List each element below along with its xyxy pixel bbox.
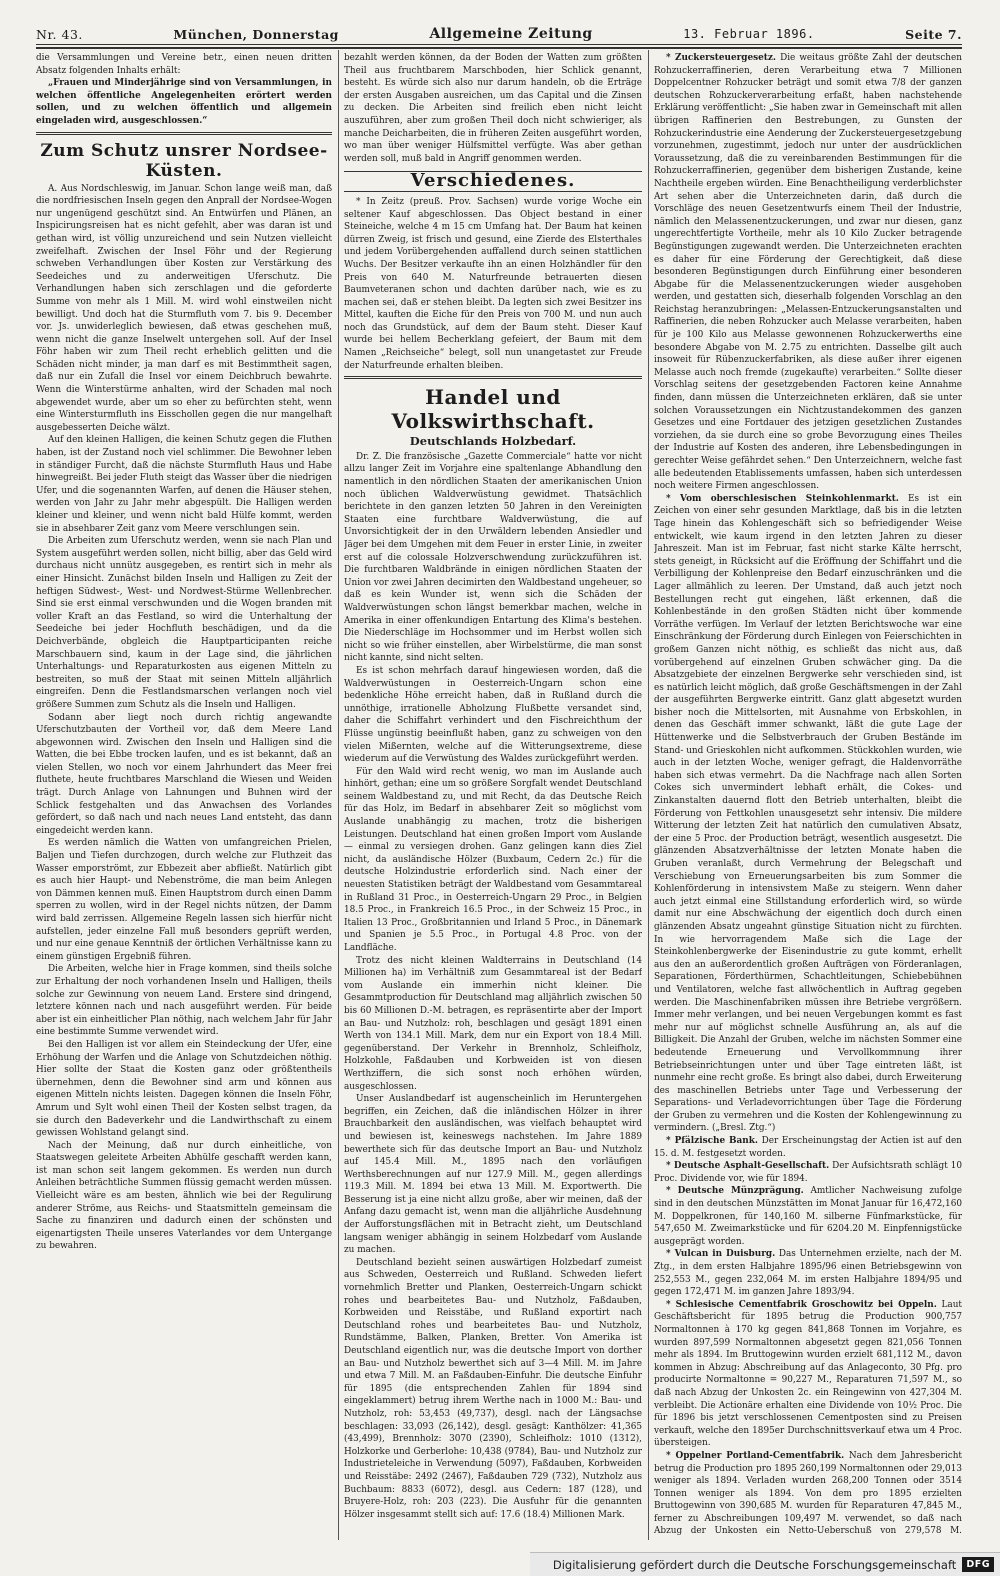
- header-rule-thick: [36, 47, 962, 49]
- paragraph: Deutschland bezieht seinen auswärtigen Holzbedarf zumeist aus Schweden, Oesterreich und Rußland. Schweden liefert vornehmlich Bretter und Planken, Oesterreich-Ungarn schickt rohes und bearbeitetes Bau- und Nutzholz, Faßdauben, Korbweiden und Reisstäbe, und Rußland exportirt nach Deutschland rohes und bearbeitetes Bau- und Nutzholz, Rundstämme, Balken, Planken, Bretter. Von Amerika ist Deutschland eigentlich nur, was die deutsche Import von dorther an Bau- und Nutzholz bewerthet sich auf 3—4 Mill. M. im Jahre und etwa 7 Mill. M. an Faßdauben-Einfuhr. Die deutsche Einfuhr für 1895 (die entsprechenden Zahlen für 1894 sind eingeklammert) betrug ihrem Werthe nach in 1000 M.: Bau- und Nutzholz, roh: 53,453 (49,737), desgl. nach der Längsachse beschlagen: 33,093 (26,142), desgl. gesägt: Kanthölzer: 41,365 (43,499), Brennholz: 3070 (2390), Schleifholz: 1010 (1312), Holzkorke und Gerberlohe: 10,438 (9784), Bau- und Nutzholz zur Industrieteleiche in Verwendung (5097), Faßdauben, Korbweiden und Reisstäbe: 2492 (2467), Faßdauben 729 (732), Nutzholz aus Buchbaum: 8833 (6072), desgl. aus Cedern: 187 (128), und Bruyere-Holz, roh: 203 (223). Die Ausfuhr für die genannten Hölzer insgesammt stellt sich auf: 17.6 (18.4) Millionen Mark.: [344, 1257, 642, 1520]
- item-title: * Schlesische Cementfabrik Groschowitz bei Oppeln.: [666, 1299, 937, 1310]
- item-title: * Deutsche Münzprägung.: [666, 1186, 804, 1197]
- item-title: * Deutsche Asphalt-Gesellschaft.: [666, 1161, 830, 1172]
- news-item: [654, 1135, 962, 1160]
- paragraph: Bei den Halligen ist vor allem ein Steindeckung der Ufer, eine Erhöhung der Warfen und die Anlage von Schutzdeichen nöthig. Hier sollte der Staat die Kosten ganz oder größtentheils übernehmen, denn die Bewohner sind arm und können aus eigenen Mitteln nichts leisten. Dagegen können die Inseln Föhr, Amrum und Sylt wohl einen Theil der Kosten selbst tragen, da sie durch den Badeverkehr und die Landwirthschaft zu einem gewissen Wohlstand gelangt sind.: [36, 1039, 332, 1139]
- item-title: * Vom oberschlesischen Steinkohlenmarkt.: [666, 493, 899, 504]
- paragraph: Für den Wald wird recht wenig, wo man im Auslande auch hinhört, gethan; eine um so größere Sorgfalt wendet Deutschland seinem Waldbestand zu, und mit Recht, da das Deutsche Reich für das Holz, im Bedarf in absehbarer Zeit so möglichst vom Auslande unabhängig zu machen, trotz die bisherigen Leistungen. Deutschland hat einen großen Import vom Auslande — einmal zu versiegen drohen. Ganz gelingen kann dies Ziel nicht, da ausländische Hölzer (Buxbaum, Cedern 2c.) für die deutsche Holzindustrie erforderlich sind. Nach einer der neuesten Statistiken beträgt der Waldbestand vom Gesammtareal in Rußland 31 Proc., in Oesterreich-Ungarn 29 Proc., in Belgien 18.5 Proc., in Frankreich 16.5 Proc., in der Schweiz 15 Proc., in Italien 13 Proc., Großbritannien und Irland 5 Proc., in Dänemark und Spanien je 5.5 Proc., in Portugal 4.8 Proc. von der Landfläche.: [344, 766, 642, 953]
- news-item: [654, 1160, 962, 1185]
- section-rule: [344, 376, 642, 379]
- item-text: Laut Geschäftsbericht für 1895 betrug die Production 900,757 Normaltonnen à 170 kg gegen 841,868 Tonnen im Vorjahre, es wurden 897,599 Normaltonnen abgesetzt gegen 821,056 Tonnen mehr als 1894. Im Bruttogewinn wurden erzielt 681,112 M., davon kommen in Abzug: Abschreibung auf das Anlageconto, 30 Pfg. pro producirte Normaltonne = 90,227 M., Reparaturen 71,597 M., so daß nach Abzug der Unkosten 2c. ein Reingewinn von 427,304 M. verbleibt. Die Actionäre erhalten eine Dividende von 10½ Proc. Die für 1896 bis jetzt verschlossenen Cementposten sind zu Preisen verkauft, welche den 1895er Durchschnittsverkauf etwa um 4 Proc. übersteigen.: [654, 1299, 962, 1449]
- paragraph: Nach der Meinung, daß nur durch einheitliche, von Staatswegen geleitete Arbeiten Abhülfe geschafft werden kann, ist man schon seit langem gekommen. Es werden nun durch Anleihen beträchtliche Summen flüssig gemacht werden müssen. Vielleicht wäre es am besten, ähnlich wie bei der Regulirung anderer Ströme, aus Reichs- und Staatsmitteln gemeinsam die Sache zu finanziren und dadurch einen der schönsten und eigenartigsten Theile unseres Vaterlandes vor dem Untergange zu bewahren.: [36, 1140, 332, 1252]
- city-day: München, Donnerstag: [173, 26, 339, 42]
- column-right: [654, 52, 962, 1538]
- news-item: [654, 1450, 962, 1538]
- item-title: * Zuckersteuergesetz.: [666, 53, 777, 63]
- item-title: * Oppelner Portland-Cementfabrik.: [666, 1450, 845, 1461]
- paragraph: bezahlt werden können, da der Boden der Watten zum größten Theil aus fruchtbarem Marschboden, hier Schlick genannt, besteht. Es würde sich also nur darum handeln, ob die Erträge der ersten Ausgaben ausreichen, um das Capital und die Zinsen zu decken. Die Arbeiten sind freilich eben nicht leicht auszuführen, aber zum großen Theil doch nicht schwieriger, als manche Deicharbeiten, die in früheren Zeiten ausgeführt worden, wo man über weniger Hülfsmittel verfügte. Was aber gethan werden soll, muß bald in Angriff genommen werden.: [344, 53, 642, 164]
- news-item: [654, 493, 962, 1135]
- news-item: [654, 1299, 962, 1450]
- news-item: * In Zeitz (preuß. Prov. Sachsen) wurde vorige Woche ein seltener Kauf abgeschlossen. Das Object bestand in einer Steineiche, welche 4 m 15 cm Umfang hat. Der Baum hat keinen dürren Zweig, ist frisch und gesund, eine Zierde des Elsterthales und jedem Vorübergehenden auffallend durch seinen stattlichen Wuchs. Der Besitzer verkaufte ihn an einen Holzhändler für den Preis von 640 M. Naturfreunde betrauerten diesen Baumveteranen schon und dachten darüber nach, wie es zu machen sei, daß er stehen bleibt. Da legten sich zwei Besitzer ins Mittel, kauften die Eiche für den Preis von 700 M. und nun auch noch das Grundstück, auf dem der Baum steht. Dieser Kauf wurde bei hellem Becherklang gefeiert, der Baum mit dem Namen „Reichseiche“ belegt, soll nun unangetastet zur Freude der Naturfreunde erhalten bleiben.: [344, 196, 642, 371]
- paragraph: die Versammlungen und Vereine betr., einen neuen dritten Absatz folgenden Inhalts erhält:: [36, 53, 332, 76]
- paragraph: Es werden nämlich die Watten von umfangreichen Prielen, Baljen und Tiefen durchzogen, durch welche zur Fluthzeit das Wasser emporströmt, zur Ebbezeit aber abfließt. Natürlich gibt es auch hier Haupt- und Nebenströme, die man beim Anlegen von Dämmen kennen muß. Einen Hauptstrom durch einen Damm sperren zu wollen, wird in der Regel nichts nützen, der Damm wird bald zerrissen. Allgemeine Regeln lassen sich hierfür nicht aufstellen, jeder einzelne Fall muß besonders geprüft werden, und nur eine genaue Kenntniß der örtlichen Verhältnisse kann zu einem günstigen Ergebniß führen.: [36, 838, 332, 962]
- item-text: Nach dem Jahresbericht betrug die Production pro 1895 260,199 Normaltonnen oder 29,013 weniger als 1894. Verladen wurden 268,200 Tonnen oder 3514 Tonnen weniger als 1894. Von dem pro 1895 erzielten Bruttogewinn von 390,685 M. wurden für Reparaturen 47,845 M., ferner zu Abschreibungen 109,497 M. verwendet, so daß nach Abzug der Unkosten ein Netto-Ueberschuß von 279,578 M.: [654, 1450, 962, 1537]
- page-header: [36, 26, 962, 42]
- section-rule: [36, 132, 332, 135]
- paragraph: Unser Auslandbedarf ist augenscheinlich im Heruntergehen begriffen, ein Zeichen, daß die inländischen Hölzer in ihrer Brauchbarkeit den ausländischen, was vielfach behauptet wird und bewiesen ist, keineswegs nachstehen. Im Jahre 1889 bewerthete sich für das deutsche Import an Bau- und Nutzholz auf 145.4 Mill. M., 1895 nach den vorläufigen Werthsberechnungen auf nur 127.9 Mill. M., gegen allerdings 119.3 Mill. M. 1894 bei etwa 13 Mill. M. Exportwerth. Die Besserung ist ja eine nicht allzu große, aber wir meinen, daß der Anfang dazu gemacht ist, wenn man die alljährliche Ausdehnung der Aufforstungsflächen mit in Betracht zieht, um Deutschland langsam weniger abhängig in seinem Holzbedarf vom Auslande zu machen.: [344, 1094, 642, 1256]
- paragraph: Sodann aber liegt noch durch richtig angewandte Uferschutzbauten der Vortheil vor, daß dem Meere Land abgewonnen wird. Zwischen den Inseln und Halligen sind die Watten, die bei Ebbe trocken laufen, und es ist bekannt, daß an vielen Stellen, wo noch vor einem Jahrhundert das Meer frei fluthete, heute fruchtbares Marschland die Wiesen und Weiden trägt. Durch Anlage von Lahnungen und Buhnen wird der Schlick festgehalten und das Anwachsen des Vorlandes gefördert, so daß nach und nach neues Land entsteht, das dann eingedeicht werden kann.: [36, 712, 332, 836]
- issue-number: Nr. 43.: [36, 26, 83, 42]
- column-divider: [648, 50, 649, 1540]
- paragraph: Die Arbeiten, welche hier in Frage kommen, sind theils solche zur Erhaltung der noch vorhandenen Inseln und Halligen, theils solche zur Gewinnung von neuem Land. Erstere sind dringend, letztere können nach und nach ausgeführt werden. Für beide aber ist ein einheitlicher Plan nöthig, nach welchem Jahr für Jahr eine bestimmte Summe verwendet wird.: [36, 964, 332, 1038]
- paragraph: Auf den kleinen Halligen, die keinen Schutz gegen die Fluthen haben, ist der Zustand noch viel schlimmer. Die Bewohner leben in ständiger Furcht, daß die nächste Sturmfluth Haus und Habe hinwegreißt. Bei jeder Fluth steigt das Wasser über die niedrigen Ufer, und die sogenannten Warfen, auf denen die Häuser stehen, werden von Jahr zu Jahr mehr abgespült. Die Halligen werden kleiner und kleiner, und wenn nicht bald Hülfe kommt, werden sie in absehbarer Zeit ganz vom Meere verschlungen sein.: [36, 435, 332, 534]
- item-text: Die weitaus größte Zahl der deutschen Rohzuckerraffinerien, deren Verarbeitung etwa 7 Millionen Doppelcentner Rohzucker beträgt und somit etwa 7/8 der ganzen deutschen Rohzuckerverarbeitung erfaßt, haben nachstehende Erklärung veröffentlicht: „Sie haben zwar in Gemeinschaft mit allen übrigen Raffinerien den Bestrebungen, zu Gunsten der Rohzuckerindustrie eine Aenderung der Zuckersteuergesetzgebung vorzunehmen, zugestimmt, jedoch nur unter der ausdrücklichen Voraussetzung, daß die zu vereinbarenden Bestimmungen für die Rohzuckerraffinerien, gegenüber dem bisherigen Zustande, keine Nachtheile ergeben würden. Eine Benachtheiligung verderblichster Art sehen aber die Unterzeichneten darin, daß durch die Vorschläge des neuen Gesetzentwurfs einem Theil der Industrie, nämlich den Melassenentzuckerungen, und zwar nur diesen, ganz ungerechtfertigte Vortheile, mehr als 10 Kilo Zucker betragende Begünstigungen zugewandt werden. Die Unterzeichneten erachten es daher für eine Förderung der Gerechtigkeit, daß diese besonderen Begünstigungen durch Einführung einer besonderen Abgabe für die Melassenentzuckerungen wieder ausgehoben werden, und gestatten sich, dieserhalb folgenden Vorschlag an den Reichstag heranzubringen: „Melassen-Entzuckerungsanstalten und Raffinerien, die neben Rohzucker auch Melasse verarbeiten, haben für je 100 Kilo aus Melasse gewonnenen Rohzuckerwerths eine besondere Abgabe von M. 2.75 zu entrichten. Dasselbe gilt auch insoweit für Rübenzuckerfabriken, als diese außer ihrer eigenen Melasse auch noch fremde (zugekaufte) verarbeiten.“ Sollte dieser Vorschlag seitens der gesetzgebenden Factoren keine Annahme finden, dann müssen die Unterzeichneten erklären, daß sie unter solchen Voraussetzungen ein Nichtzustandekommen des ganzen Gesetzes und eine Fortdauer des jetzigen gesetzlichen Zustandes vorziehen, da sie durch eine so grobe Bevorzugung eines Theiles der Industrie auf Kosten des anderen, ihre Lebensbedingungen in gerechter Weise gefährdet sehen.“ Den Unterzeichnern, welche fast alle bedeutenden Etablissements umfassen, haben sich unterdessen noch weitere Firmen angeschlossen.: [654, 53, 962, 492]
- article-heading: Zum Schutz unsrer Nordsee-Küsten.: [40, 140, 328, 181]
- article-subheading: Deutschlands Holzbedarf.: [409, 434, 577, 449]
- column-middle: [344, 52, 642, 1538]
- quoted-law-text: „Frauen und Minderjährige sind von Versammlungen, in welchen öffentliche Angelegenheiten erörtert werden sollen, und zu welchen öffentlich und allgemein eingeladen wird, ausgeschlossen.“: [36, 78, 332, 126]
- column-left: [36, 52, 332, 1538]
- paragraph: Es ist schon mehrfach darauf hingewiesen worden, daß die Waldverwüstungen in Oesterreich-Ungarn schon eine bedenkliche Höhe erreicht haben, daß in Rußland durch die unnöthige, irrationelle Abholzung Flußbette versandet sind, daher die Schiffahrt verhindert und den Fischreichthum der Flüsse ungünstig beeinflußt haben, ganz zu schweigen von den vielen Mißernten, welche auf die Witterungsextreme, diese wiederum auf die Verwüstung des Waldes zurückgeführt werden.: [344, 665, 642, 765]
- item-text: Das Unternehmen erzielte, nach der M. Ztg., in dem ersten Halbjahre 1895/96 einen Betriebsgewinn von 252,553 M., gegen 232,064 M. im ersten Halbjahre 1894/95 und gegen 172,471 M. im ganzen Jahre 1893/94.: [654, 1249, 962, 1298]
- item-text: Amtlicher Nachweisung zufolge sind in den deutschen Münzstätten im Monat Januar für 16,472,160 M. Doppelkronen, für 140,160 M. silberne Fünfmarkstücke, für 547,650 M. Zweimarkstücke und für 6204.20 M. Einpfennigstücke ausgeprägt worden.: [654, 1186, 962, 1247]
- news-item: [654, 1185, 962, 1248]
- paragraph: Trotz des nicht kleinen Waldterrains in Deutschland (14 Millionen ha) im Verhältniß zum Gesammtareal ist der Bedarf vom Auslande ein immerhin nicht kleiner. Die Gesammtproduction für Deutschland mag alljährlich zwischen 50 bis 60 Millionen D.-M. betragen, es repräsentirte aber der Import an Bau- und Nutzholz: roh, beschlagen und gesägt 1891 einen Werth von 134.1 Mill. Mark, dem nur ein Export von 18.4 Mill. gegenüberstand. Der Verkehr in Brennholz, Schleifholz, Holzkohle, Faßdauben und Korbweiden ist von diesen Werthziffern, die sich sonst noch erhöhen würden, ausgeschlossen.: [344, 955, 642, 1092]
- section-heading-handel: Handel und Volkswirthschaft.: [391, 385, 595, 434]
- paragraph: Dr. Z. Die französische „Gazette Commerciale“ hatte vor nicht allzu langer Zeit im Vorjahre eine spaltenlange Abhandlung den namentlich in den nördlichen Staaten der amerikanischen Union noch üblichen Waldverwüstung gewidmet. Thatsächlich berichtete in den ganzen letzten 50 Jahren in den Vereinigten Staaten eine furchtbare Waldverwüstung, die auf Unvorsichtigkeit der in den Urwäldern lebenden Ansiedler und Jäger bei dem Umgehen mit dem Feuer in erster Linie, in zweiter erst auf die colossale Holzverschwendung zurückzuführen ist. Die furchtbaren Waldbrände in einigen nördlichen Staaten der Union vor zwei Jahren decimirten den Waldbestand ungeheuer, so daß es kein Wunder ist, wenn sich die Schäden der Waldverwüstungen schon längst bemerkbar machen, welche in Amerika in einer offenkundigen Entartung des Klima's bestehen. Die Niederschläge im Hochsommer und im Herbst wollen sich nicht so wie früher einstellen, aber Wirbelstürme, die man sonst nicht kannte, sind nicht selten.: [344, 451, 642, 664]
- paragraph: Die Arbeiten zum Uferschutz werden, wenn sie nach Plan und System ausgeführt werden sollen, nicht billig, aber das Geld wird durchaus nicht unnütz ausgegeben, es rentirt sich in mehr als einer Hinsicht. Zunächst bilden Inseln und Halligen zu Zeit der heftigen Südwest-, West- und Nordwest-Stürme Wellenbrecher. Sind sie erst einmal verschwunden und die Wogen branden mit voller Kraft an das Festland, so wird die Unterhaltung der Seedeiche bei jeder Hochfluth beschädigen, und da die Deichverbände, obgleich die Hauptparticipanten reiche Marschbauern sind, kaum in der Lage sind, die jährlichen Unterhaltungs- und Reparaturkosten aus eigenen Mitteln zu bestreiten, so muß der Staat mit seinen Mitteln alljährlich eingreifen. Denn die Festlandsmarschen verlangen noch viel größere Summen zum Schutz als die Inseln und Halligen.: [36, 536, 332, 710]
- paragraph: A. Aus Nordschleswig, im Januar. Schon lange weiß man, daß die nordfriesischen Inseln gegen den Anprall der Nordsee-Wogen nur ungenügend geschützt sind. An Entwürfen und Plänen, an Inspicirungsreisen hat es nicht gefehlt, aber was daran ist und gethan wird, ist völlig unzureichend und sein Nutzen vielleicht zweifelhaft. Zwischen der Insel Föhr und der Regierung schweben Verhandlungen über Kosten zur Verstärkung des Seedeiches und zu anderweitigen Uferschutz. Die Verhandlungen haben sich zerschlagen und die geforderte Summe von mehr als 1 Mill. M. wird wohl einstweilen nicht bewilligt. Und doch hat die Sturmfluth vom 7. bis 9. December vor. Js. unwiderleglich bewiesen, daß etwas geschehen muß, wenn nicht die ganze Inselwelt untergehen soll. Auf der Insel Föhr haben wir zum Theil recht erheblich gelitten und die Schäden nicht minder, ja man darf es mit Bestimmtheit sagen, daß nur ein Zufall die Insel vor einem Deichbruch bewahrte. Wenn die Winterstürme anhalten, wird der Schaden mal noch abgewendet wurde, aber um so eher zu befürchten steht, wenn eine Wintersturmfluth ins Eisschollen gegen die nur mangelhaft ausgebesserten Deiche wälzt.: [36, 183, 332, 433]
- dfg-logo: DFG: [962, 1557, 994, 1572]
- news-item: [654, 1248, 962, 1298]
- page-number: Seite 7.: [905, 26, 962, 42]
- item-title: * Pfälzische Bank.: [666, 1136, 758, 1147]
- newspaper-title: Allgemeine Zeitung: [429, 26, 593, 42]
- item-title: * Vulcan in Duisburg.: [666, 1249, 776, 1260]
- footer-text: Digitalisierung gefördert durch die Deutsche Forschungsgemeinschaft: [552, 1557, 957, 1572]
- digitization-footer: [530, 1552, 1000, 1576]
- issue-date: 13. Februar 1896.: [683, 27, 815, 41]
- item-text: Der Erscheinungstag der Actien ist auf den 15. d. M. festgesetzt worden.: [654, 1136, 962, 1159]
- item-text: Der Aufsichtsrath schlägt 10 Proc. Dividende vor, wie für 1894.: [654, 1161, 962, 1184]
- section-heading-verschiedenes: Verschiedenes.: [344, 171, 642, 192]
- news-item: [654, 52, 962, 493]
- column-divider: [338, 50, 339, 1540]
- item-text: Es ist ein Zeichen von einer sehr gesunden Marktlage, daß bis in die letzten Tage hinein das Kohlengeschäft sich so befriedigender Weise entwickelt, wie kaum irgend in den letzten Jahren zu dieser Jahreszeit. Man ist im Februar, fast nicht starke Kälte herrscht, stets geneigt, in Rücksicht auf die Eröffnung der Schiffahrt und die Verbilligung der Kohlenpreise den Bedarf einzuschränken und die Lager allmählich zu leeren. Der Umstand, daß auch jetzt noch Bestellungen recht gut eingehen, läßt erkennen, daß die Kohlenbestände in den großen Städten nicht über kommende Vorräthe verfügen. Im Verlauf der letzten Berichtswoche war eine Einschränkung der Förderung durch Einlegen von Feierschichten in großem Ganzen nicht nöthig, es schließt das nicht aus, daß vorübergehend auf einzelnen Gruben schwächer ging. Da die Absatzgebiete der einzelnen Bergwerke sehr verschieden sind, ist es natürlich leicht möglich, daß große Geschäftsmengen in der Zahl der ausgeführten Bergwerke eintritt. Ganz glatt abgesetzt wurden bisher noch die Mittelsorten, mit Ausnahme von Erbskohlen, in denen das Geschäft immer schwankt, läßt die gute Lage der Hüttenwerke und die Selbstverbrauch der Gruben Bestände im Stand- und Grieskohlen nicht aufkommen. Stückkohlen wurden, wie auch in der letzten Woche, weniger gefragt, die Haldenvorräthe haben sich etwas vermehrt. Da die Nachfrage nach allen Sorten Cokes sich unvermindert lebhaft erhält, die Cokes- und Zinkanstalten dauernd flott den Betrieb unterhalten, bleibt die Förderung von Fettkohlen unausgesetzt sehr intensiv. Die mildere Witterung der letzten Zeit hat natürlich den cumulativen Absatz, der eine 5 Proc. der Production beträgt, wesentlich ausgesetzt. Die glänzenden Absatzverhältnisse der letzten Monate haben die Gruben veranlaßt, durch Vermehrung der Belegschaft und Verschiebung von Erneuerungsarbeiten bis zum Sommer die Kohlenförderung in intensivstem Maße zu steigern. Wenn daher auch jetzt einmal eine Stillstandung erforderlich wird, so würde damit nur eine Abschwächung der eigentlich doch durch einen glänzenden Absatz ungeahnt günstige Situation nicht zu fürchten. In wie hervorragendem Maße sich die Lage der Steinkohlenbergwerke der Eisenindustrie zu gute kommt, erhellt aus den an außerordentlich großen Aufträgen von Förderanlagen, Separationen, Förderthürmen, Schachtleitungen, Schiebebühnen und Ventilatoren, welche fast allwöchentlich in Auftrag gegeben werden. Die Maschinenfabriken müssen ihre Betriebe vergrößern. Immer mehr verlangen, und bei neuen Vergebungen kommt es fast mehr nur auf möglichst schnelle Ausführung an, als auf die Billigkeit. Die Anzahl der Gruben, welche im nächsten Sommer eine bedeutende Erneuerung und Vervollkommnung ihrer Betriebseinrichtungen unter und über Tage eintreten läßt, ist nunmehr eine recht große. Es bringt also dabei, durch Erweiterung des maschinellen Betriebs unter Tage und Verbesserung der Separations- und Verladevorrichtungen über Tage die Förderung der Gruben zu vermehren und die Kosten der Kohlengewinnung zu vermindern. („Bresl. Ztg.“): [654, 493, 962, 1134]
- header-rule: [36, 44, 962, 45]
